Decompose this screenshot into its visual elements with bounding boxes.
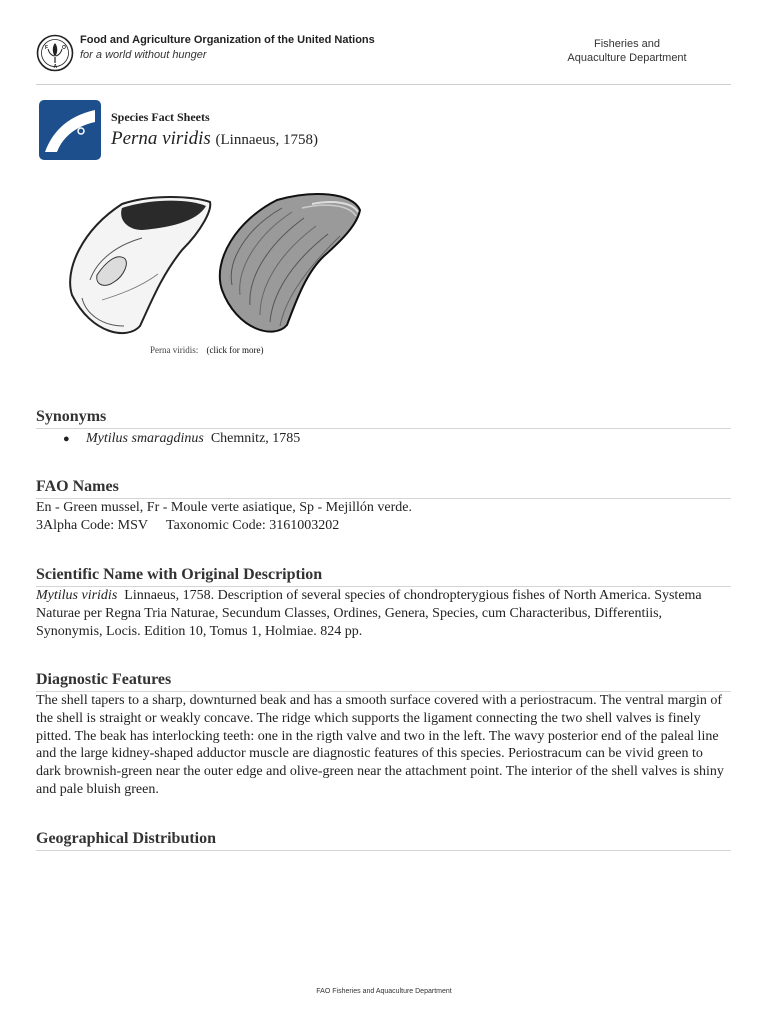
- original-name: Mytilus viridis: [36, 588, 118, 603]
- click-for-more-link[interactable]: (click for more): [206, 345, 264, 355]
- species-illustration[interactable]: [62, 190, 362, 340]
- caption-species-name: Perna viridis:: [150, 345, 199, 355]
- department-line-1: Fisheries and: [593, 38, 661, 50]
- figure-caption: [150, 345, 263, 355]
- diagnostic-section: [36, 670, 731, 799]
- fao-names-heading: FAO Names: [36, 478, 119, 495]
- species-title: [111, 128, 318, 150]
- distribution-heading: Geographical Distribution: [36, 830, 217, 847]
- alpha-code: 3Alpha Code: MSV: [36, 517, 148, 533]
- header-divider: [36, 84, 731, 85]
- fao-logo-icon: [36, 34, 74, 72]
- diagnostic-text: The shell tapers to a sharp, downturned beak and has a smooth surface covered with a periostracum. The ventral margin of the shell is straight or weakly concave. The ridge which supports the ligament connecting the two shell valves is finely pitted. The beak has interlocking teeth: one in the rigth valve and two in the left. The wavy posterior end of the paleal line and the large kidney-shaped adductor muscle are diagnostic features of this species. Periostracum can be vivid green to dark brownish-green near the outer edge and olive-green near the attachment point. The interior of the shell valves is shiny and pale bluish green.: [36, 693, 724, 797]
- logo-letter-f: F: [45, 45, 49, 51]
- page-footer: FAO Fisheries and Aquaculture Department: [316, 988, 452, 995]
- scientific-name-section: [36, 565, 731, 640]
- scientific-name-heading: Scientific Name with Original Description: [36, 566, 323, 583]
- original-description: Linnaeus, 1758. Description of several species of chondropterygious fishes of North America. Systema Naturae per Regna Tria Naturae, Secundum Classes, Ordines, Genera, Species, cum Characteribus, Differentiis, Synonymis, Locis. Edition 10, Tomus 1, Holmiae. 824 pp.: [36, 588, 702, 639]
- species-name: Perna viridis: [111, 128, 211, 149]
- taxonomic-code: Taxonomic Code: 3161003202: [166, 517, 340, 533]
- department-name: [540, 37, 714, 65]
- synonym-author: Chemnitz, 1785: [210, 431, 301, 446]
- codes-line: [36, 517, 731, 535]
- species-author: (Linnaeus, 1758): [215, 132, 318, 148]
- fao-names-line: En - Green mussel, Fr - Moule verte asiatique, Sp - Mejillón verde.: [36, 500, 412, 515]
- logo-letter-o: O: [62, 45, 66, 51]
- fao-names-section: [36, 477, 731, 535]
- scientific-name-description: [36, 587, 731, 640]
- shell-exterior-drawing: [220, 194, 360, 332]
- synonyms-heading: Synonyms: [36, 408, 107, 425]
- department-line-2: Aquaculture Department: [567, 52, 687, 64]
- logo-letter-a: A: [53, 64, 58, 70]
- series-label: Species Fact Sheets: [111, 110, 210, 124]
- org-name: Food and Agriculture Organization of the United Nations: [80, 34, 375, 46]
- list-item: [36, 430, 731, 448]
- bullet-icon: ●: [63, 433, 70, 445]
- synonyms-list: [36, 430, 731, 448]
- diagnostic-heading: Diagnostic Features: [36, 671, 172, 688]
- species-fact-sheet-icon: [39, 100, 101, 160]
- synonyms-section: [36, 407, 731, 448]
- section-divider: [36, 428, 731, 429]
- distribution-section: [36, 829, 731, 851]
- org-tagline: for a world without hunger: [80, 49, 207, 61]
- shell-interior-drawing: [70, 197, 210, 333]
- synonym-name: Mytilus smaragdinus: [86, 431, 204, 446]
- section-divider: [36, 850, 731, 851]
